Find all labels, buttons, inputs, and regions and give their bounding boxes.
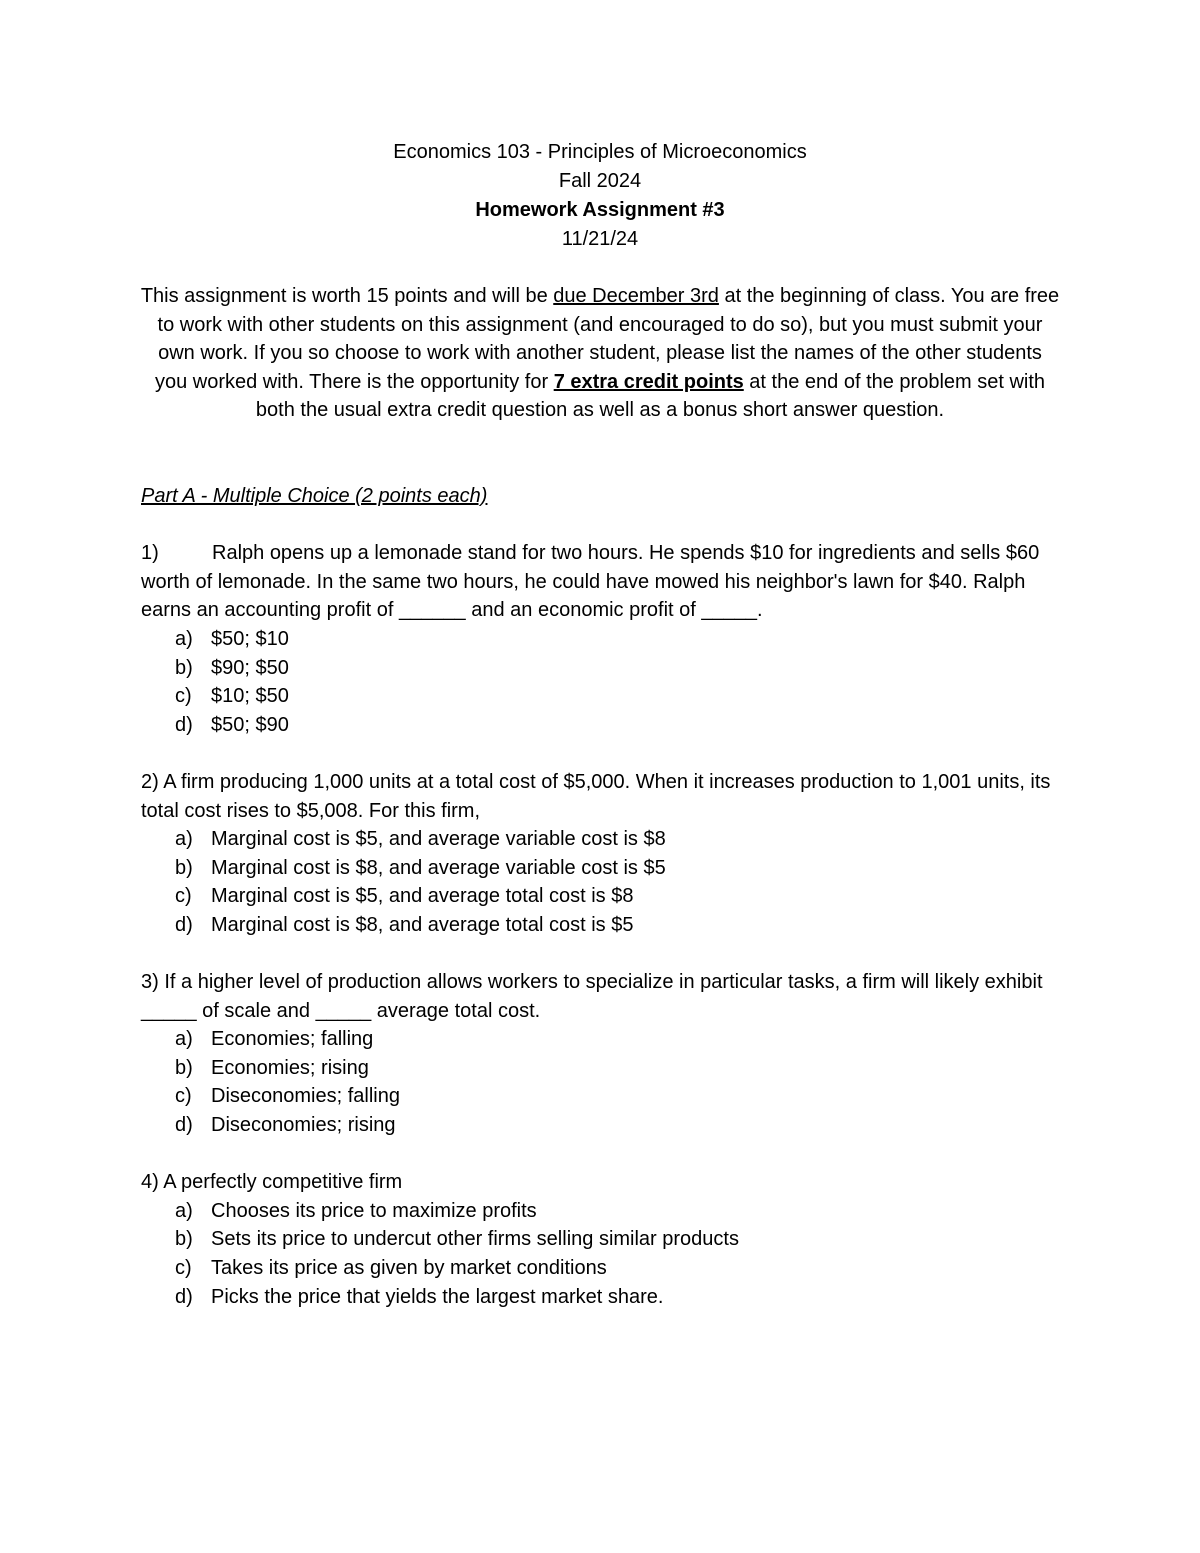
intro-text-3: at the end of the problem set with both the usual extra credit question as well as a bonus short answer question. [255, 370, 1046, 422]
intro-text-2: at the beginning of class. You are free to work with other students on this assignment (and encouraged to do so), but you must submit your own work. If you so choose to work with another student, please list the names of the other students you worked with. There is the opportunity for [154, 285, 1060, 393]
question-1 [141, 539, 1061, 625]
option-item [175, 882, 1061, 911]
question-text: Ralph opens up a lemonade stand for two hours. He spends $10 for ingredients and sells $60 worth of lemonade. In the same two hours, he could have mowed his neighbor's lawn for $40. Ralph earns an accounting profit of ______ and an economic profit of _____. [141, 542, 1040, 622]
option-letter: a) [175, 1028, 193, 1051]
question-3 [141, 968, 1061, 1025]
option-item [175, 1025, 1061, 1054]
question-number: 1) [141, 542, 159, 565]
assignment-date: 11/21/24 [561, 228, 639, 250]
option-item [175, 1197, 1061, 1226]
option-item [175, 911, 1061, 940]
answer-options [141, 625, 1061, 739]
option-letter: c) [175, 685, 192, 708]
course-title: Economics 103 - Principles of Microeconomics [393, 141, 807, 163]
option-text: $50; $90 [211, 713, 289, 736]
option-item [175, 854, 1061, 883]
option-text: Chooses its price to maximize profits [211, 1199, 537, 1222]
option-letter: a) [175, 828, 193, 851]
question-text: If a higher level of production allows workers to specialize in particular tasks, a firm will likely exhibit _____ of scale and _____ average total cost. [141, 971, 1043, 1022]
question-4 [141, 1168, 1061, 1197]
question-text: A perfectly competitive firm [163, 1171, 403, 1194]
due-date: due December 3rd [553, 285, 719, 307]
option-text: Marginal cost is $8, and average total cost is $5 [211, 913, 634, 936]
answer-options [141, 1197, 1061, 1311]
option-item [175, 654, 1061, 683]
question-2 [141, 768, 1061, 825]
option-item [175, 1082, 1061, 1111]
option-item [175, 682, 1061, 711]
option-text: $10; $50 [211, 685, 289, 708]
option-letter: d) [175, 713, 193, 736]
option-text: Marginal cost is $8, and average variable cost is $5 [211, 856, 666, 879]
option-text: Takes its price as given by market conditions [211, 1257, 607, 1280]
questions-section [141, 482, 1061, 1311]
intro-text-1: This assignment is worth 15 points and will be [140, 285, 554, 307]
option-item [175, 1225, 1061, 1254]
option-letter: a) [175, 627, 193, 650]
assignment-title: Homework Assignment #3 [475, 199, 725, 221]
question-text: A firm producing 1,000 units at a total cost of $5,000. When it increases production to 1,001 units, its total cost rises to $5,008. For this firm, [141, 770, 1051, 822]
option-text: $90; $50 [211, 656, 289, 679]
option-text: Picks the price that yields the largest market share. [211, 1285, 664, 1308]
option-text: Sets its price to undercut other firms selling similar products [211, 1228, 739, 1251]
answer-options [141, 1025, 1061, 1139]
option-text: Diseconomies; falling [211, 1085, 400, 1108]
question-number: 2) [141, 770, 159, 793]
extra-credit-note: 7 extra credit points [553, 370, 744, 393]
option-letter: c) [175, 1085, 192, 1108]
option-letter: d) [175, 1114, 193, 1137]
option-item [175, 1283, 1061, 1312]
option-letter: b) [175, 856, 193, 879]
option-letter: c) [175, 1257, 192, 1280]
option-text: Economies; falling [211, 1028, 374, 1051]
term: Fall 2024 [558, 170, 642, 192]
option-item [175, 1254, 1061, 1283]
option-item [175, 625, 1061, 654]
document-header [0, 138, 1200, 254]
option-text: Diseconomies; rising [211, 1114, 396, 1137]
option-text: Marginal cost is $5, and average variable cost is $8 [211, 828, 666, 851]
option-letter: b) [175, 1056, 193, 1079]
option-letter: c) [175, 885, 192, 908]
option-letter: d) [175, 913, 193, 936]
option-letter: d) [175, 1285, 193, 1308]
intro-paragraph [140, 282, 1060, 425]
option-text: Marginal cost is $5, and average total cost is $8 [211, 885, 634, 908]
option-text: Economies; rising [211, 1056, 369, 1079]
option-item [175, 1054, 1061, 1083]
option-letter: b) [175, 656, 193, 679]
option-item [175, 1111, 1061, 1140]
question-number: 4) [141, 1171, 159, 1194]
option-item [175, 711, 1061, 740]
option-letter: b) [175, 1228, 193, 1251]
option-letter: a) [175, 1199, 193, 1222]
question-number: 3) [141, 971, 159, 994]
option-item [175, 825, 1061, 854]
option-text: $50; $10 [211, 627, 289, 650]
answer-options [141, 825, 1061, 939]
section-title: Part A - Multiple Choice (2 points each) [141, 485, 488, 507]
